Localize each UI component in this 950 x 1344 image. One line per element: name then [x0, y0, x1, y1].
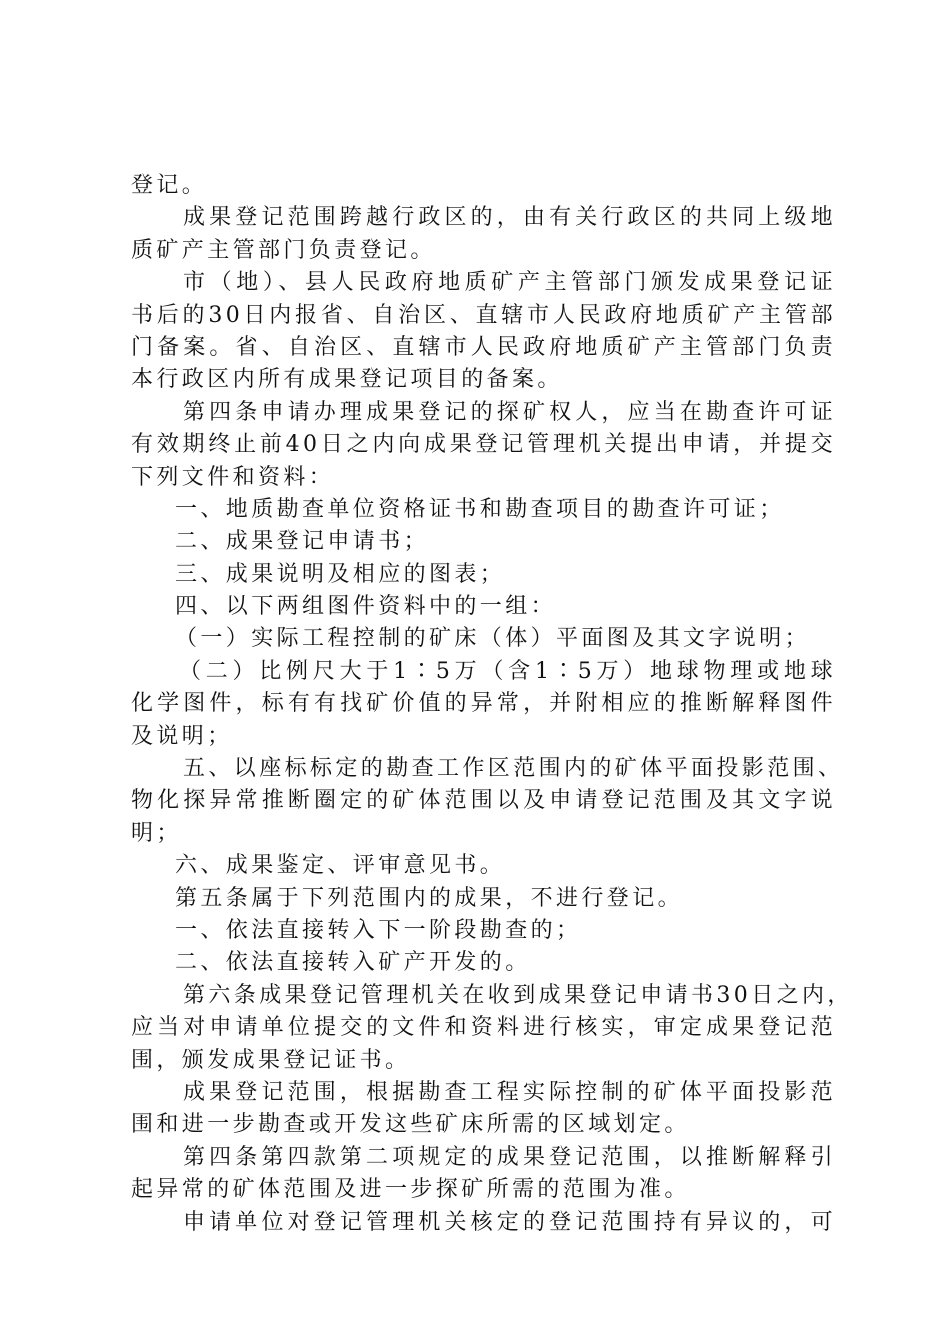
document-body	[131, 170, 853, 1239]
text-line: 本行政区内所有成果登记项目的备案。	[131, 367, 563, 393]
paragraph-line: 成果登记范围跨越行政区的，由有关行政区的共同上级地	[183, 205, 836, 231]
paragraph-line: 第六条成果登记管理机关在收到成果登记申请书30日之内，	[183, 982, 853, 1008]
sub-list-item: （二）比例尺大于1∶5万（含1∶5万）地球物理或地球	[179, 658, 836, 684]
text-line: 门备案。省、自治区、直辖市人民政府地质矿产主管部门负责	[131, 334, 836, 360]
text-line: 质矿产主管部门负责登记。	[131, 237, 436, 263]
text-line: 物化探异常推断圈定的矿体范围以及申请登记范围及其文字说	[131, 788, 836, 814]
list-item: 二、依法直接转入矿产开发的。	[175, 950, 531, 976]
paragraph-line: 第四条第四款第二项规定的成果登记范围，以推断解释引	[183, 1144, 836, 1170]
paragraph-line: 第五条属于下列范围内的成果，不进行登记。	[175, 885, 684, 911]
text-line: 围和进一步勘查或开发这些矿床所需的区域划定。	[131, 1112, 690, 1138]
list-item: 六、成果鉴定、评审意见书。	[175, 853, 506, 879]
paragraph-line: 第四条申请办理成果登记的探矿权人，应当在勘查许可证	[183, 399, 836, 425]
paragraph-line: 成果登记范围，根据勘查工程实际控制的矿体平面投影范	[183, 1079, 836, 1105]
list-item: 二、成果登记申请书；	[175, 529, 430, 555]
list-item: 四、以下两组图件资料中的一组：	[175, 594, 557, 620]
text-line: 及说明；	[131, 723, 233, 749]
list-item: 一、依法直接转入下一阶段勘查的；	[175, 917, 582, 943]
text-line: 围，颁发成果登记证书。	[131, 1047, 411, 1073]
paragraph-line: 申请单位对登记管理机关核定的登记范围持有异议的，可	[183, 1209, 836, 1235]
text-line: 应当对申请单位提交的文件和资料进行核实，审定成果登记范	[131, 1015, 836, 1041]
text-line: 明；	[131, 820, 182, 846]
text-line: 有效期终止前40日之内向成果登记管理机关提出申请，并提交	[131, 432, 836, 458]
sub-list-item: （一）实际工程控制的矿床（体）平面图及其文字说明；	[175, 626, 811, 652]
text-line: 化学图件，标有有找矿价值的异常，并附相应的推断解释图件	[131, 691, 836, 717]
paragraph-line: 市（地）、县人民政府地质矿产主管部门颁发成果登记证	[183, 270, 836, 296]
text-line: 登记。	[131, 173, 208, 198]
text-line: 下列文件和资料：	[131, 464, 335, 490]
list-item: 三、成果说明及相应的图表；	[175, 561, 506, 587]
list-item: 五、以座标标定的勘查工作区范围内的矿体平面投影范围、	[183, 756, 844, 782]
text-line: 书后的30日内报省、自治区、直辖市人民政府地质矿产主管部	[131, 302, 836, 328]
list-item: 一、地质勘查单位资格证书和勘查项目的勘查许可证；	[175, 496, 785, 522]
text-line: 起异常的矿体范围及进一步探矿所需的范围为准。	[131, 1177, 690, 1203]
